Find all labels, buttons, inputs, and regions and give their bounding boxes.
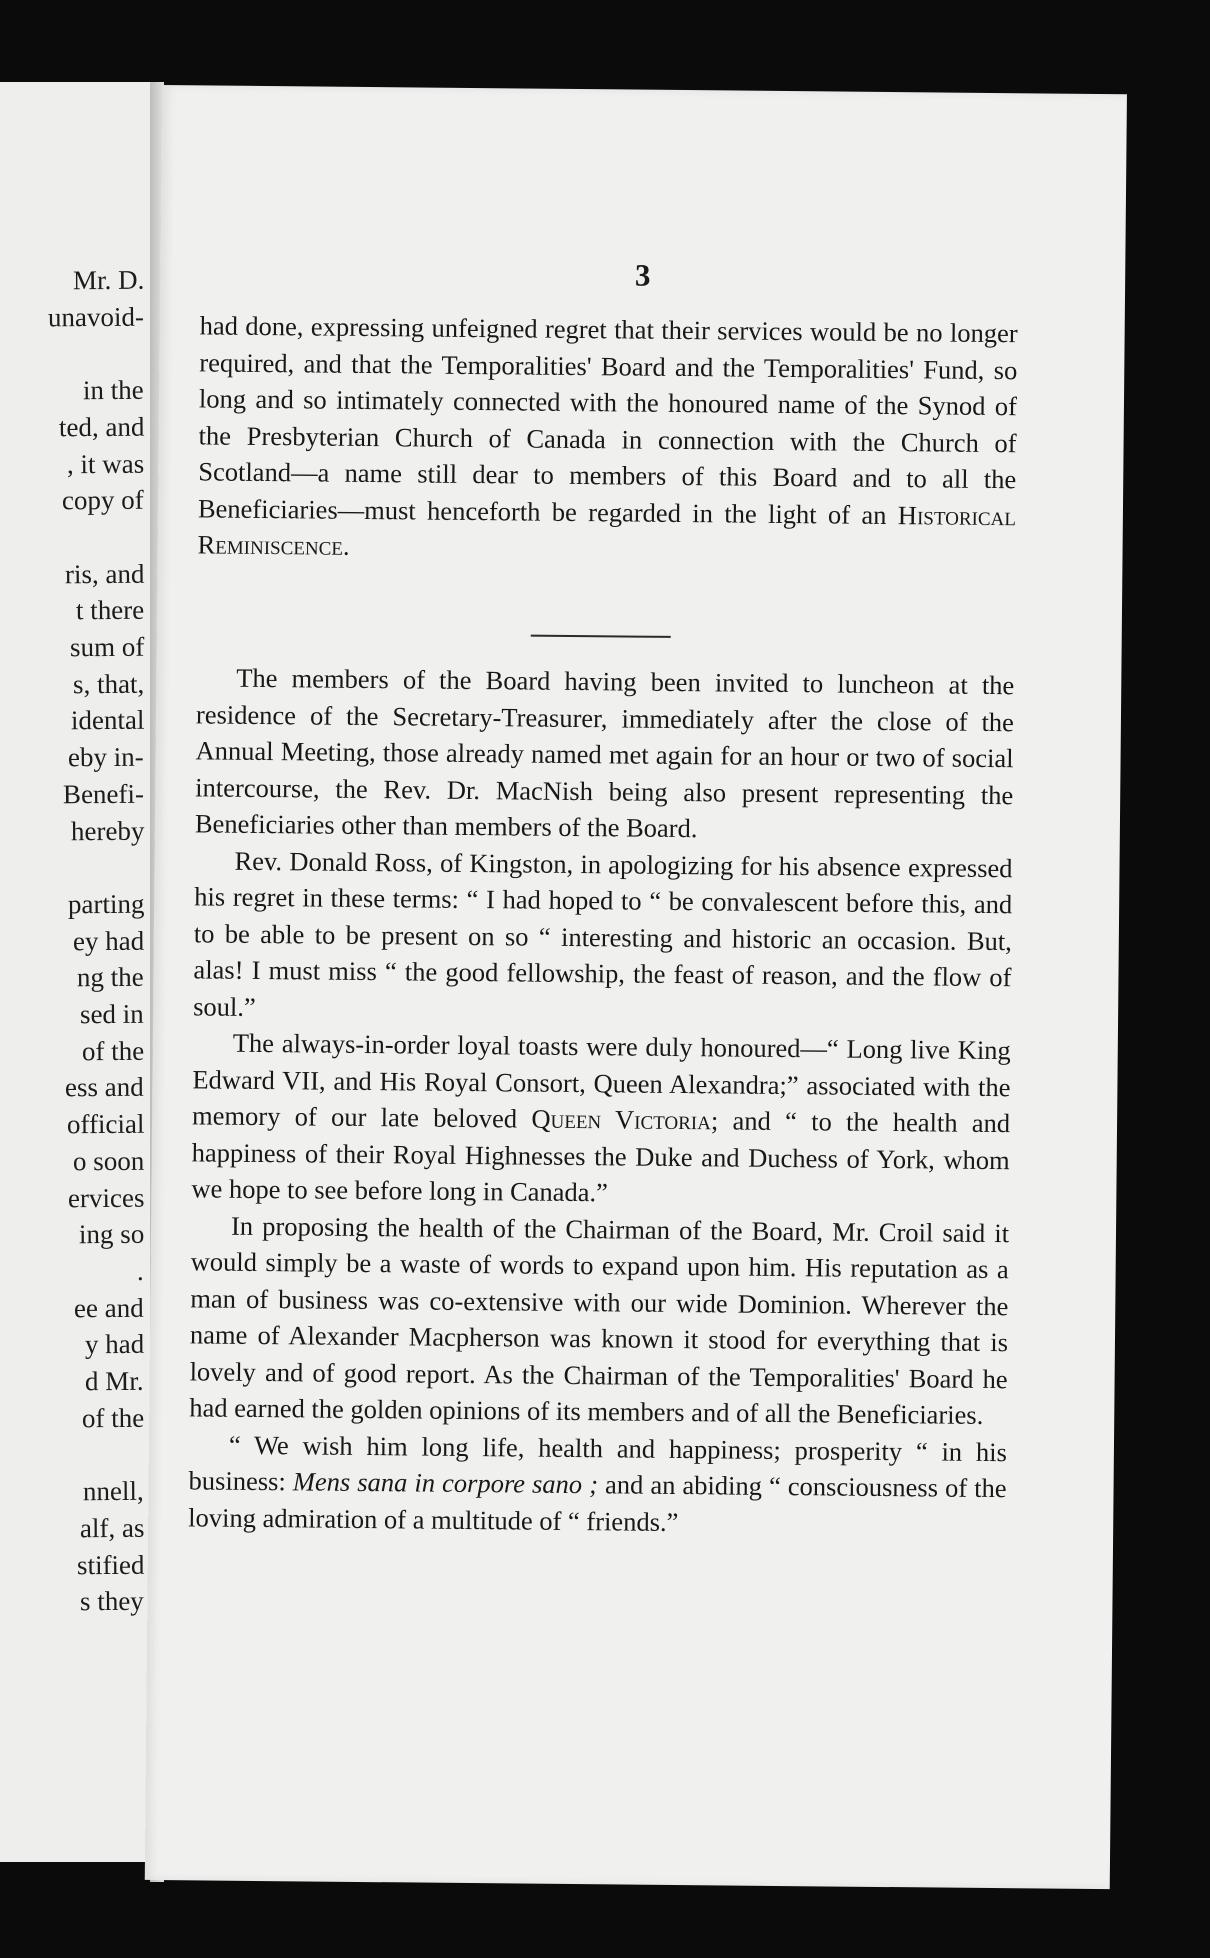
left-page-line: ey had (72, 925, 145, 956)
left-page-line: s, that, (72, 668, 145, 699)
left-page-line: Mr. D. (72, 264, 145, 296)
left-page-line: hereby (70, 815, 145, 846)
left-page-line: ng the (77, 962, 145, 993)
historical-reminiscence: Historical Reminiscence (197, 499, 1017, 561)
latin-motto: Mens sana in corpore sano ; (292, 1466, 599, 1500)
queen-victoria: Queen Victoria (531, 1103, 712, 1136)
left-page-line: parting (67, 888, 145, 920)
left-page-line: ee and (74, 1292, 145, 1323)
left-page-line: idental (70, 705, 145, 736)
paragraphs-body (188, 659, 1014, 1543)
left-page-line: sum of (69, 631, 145, 663)
paragraph-4: The always-in-order loyal toasts were duly honoured—“ Long live King Edward VII, and His Royal Consort, Queen Alexandra;” associated with the memory of our late beloved Queen Victoria; and “ to the health and happiness of their Royal Highnesses the Duke and Duchess of York, whom we hope to see before long in Canada.” (191, 1027, 1011, 1208)
left-page-line: d Mr. (85, 1365, 145, 1397)
left-page-line: sed in (80, 998, 145, 1030)
left-page-line: official (66, 1108, 145, 1140)
left-page-fragment (0, 82, 150, 1862)
left-page-line: Benefi- (62, 778, 145, 810)
paragraph-5: In proposing the health of the Chairman of the Board, Mr. Croil said it would simply be a waste of words to expand upon him. His reputation as a man of business was co-extensive with our wide Dominion. Wherever the name of Alexander Macpherson was known it stood for everything that is lovely and of good report. As the Chairman of the Temporalities' Board he had earned the golden opinions of its members and of all the Beneficiaries. (189, 1210, 1010, 1430)
left-page-line: of the (81, 1402, 145, 1433)
paragraph-3: Rev. Donald Ross, of Kingston, in apologizing for his absence expressed his regret in these terms: “ I had hoped to “ be convalescent before this, and to be able to be present on so “ interesting and historic an occasion. But, alas! I must miss “ the good fellowship, the feast of reason, and the flow of soul.” (193, 845, 1013, 1022)
paragraph-6: “ We wish him long life, health and happiness; prosperity “ in his business: Mens sana in corpore sano ; and an abiding “ consciousness of the loving admiration of a multitude of “ friends.” (188, 1429, 1008, 1537)
paragraph-1-text: had done, expressing unfeigned regret that their services would be no longer required, and that the Temporalities' Board and the Temporalities' Fund, so long and so intimately connected with the honoured name of the Synod of the Presbyterian Church of Canada in connection with the Church of Scotland—a name still dear to members of this Board and to all the Beneficiaries—must henceforth be regarded in the light of an (197, 310, 1018, 530)
left-page-line: , it was (66, 448, 145, 479)
left-page-line: eby in- (68, 741, 145, 773)
left-page-line: y had (84, 1329, 145, 1360)
left-page-line: ervices (67, 1182, 145, 1213)
left-page-line: nnell, (83, 1475, 145, 1507)
left-page-line: ess and (65, 1072, 145, 1103)
left-page-line: s they (80, 1585, 145, 1617)
paragraph-2: The members of the Board having been invited to luncheon at the residence of the Secretary-Treasurer, immediately after the close of the Annual Meeting, those already named met again for an hour or two of social intercourse, the Rev. Dr. MacNish being also present representing the Beneficiaries other than members of the Board. (194, 662, 1015, 844)
left-page-line: of the (81, 1035, 145, 1066)
left-page-line: unavoid- (47, 301, 145, 333)
left-page-line: . (137, 1255, 145, 1286)
left-page-line: ris, and (64, 558, 145, 589)
page-number: 3 (634, 257, 651, 293)
left-page-line: t there (75, 595, 145, 626)
left-page-line: alf, as (79, 1512, 145, 1544)
book-page (145, 85, 1127, 1889)
left-page-line: stified (76, 1549, 145, 1580)
paragraph-1: had done, expressing unfeigned regret that their services would be no longer required, and that the Temporalities' Board and the Temporalities' Fund, so long and so intimately connected with the honoured name of the Synod of the Presbyterian Church of Canada in connection with the Church of Scotland—a name still dear to members of this Board and to all the Beneficiaries—must henceforth be regarded in the light of an Historical Reminiscence. (197, 310, 1018, 561)
left-page-line: ted, and (58, 411, 145, 443)
left-page-line: copy of (62, 484, 145, 516)
left-page-line: in the (83, 374, 145, 406)
section-divider (531, 635, 671, 638)
left-page-line: o soon (72, 1145, 145, 1177)
left-page-line: ing so (78, 1218, 145, 1250)
